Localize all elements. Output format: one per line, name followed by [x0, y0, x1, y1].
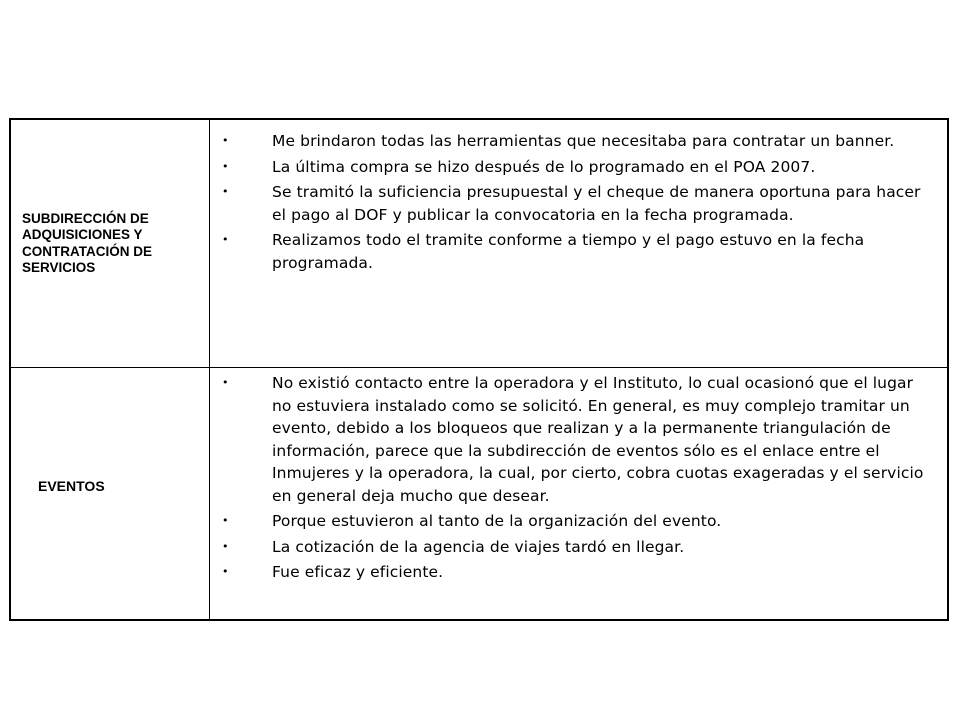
comment-item	[220, 372, 933, 507]
comments-cell	[210, 119, 949, 368]
bullet-icon: •	[222, 565, 229, 578]
comment-text: Porque estuvieron al tanto de la organización del evento.	[272, 512, 722, 530]
bullet-icon: •	[222, 185, 229, 198]
comment-text: No existió contacto entre la operadora y el Instituto, lo cual ocasionó que el lugar no estuviera instalado como se solicitó. En general, es muy complejo tramitar un evento, debido a los bloqueos que realizan y a la permanente triangulación de información, parece que la subdirección de eventos sólo es el enlace entre el Inmujeres y la operadora, la cual, por cierto, cobra cuotas exageradas y el servicio en general deja mucho que desear.	[272, 374, 924, 505]
bullet-icon: •	[222, 233, 229, 246]
comment-item	[220, 156, 933, 179]
comment-item	[220, 536, 933, 559]
area-cell	[10, 119, 210, 368]
comment-text: Me brindaron todas las herramientas que necesitaba para contratar un banner.	[272, 132, 895, 150]
area-label: SUBDIRECCIÓN DE ADQUISICIONES Y CONTRATACIÓN DE SERVICIOS	[22, 210, 152, 275]
feedback-table	[9, 118, 949, 621]
comment-item	[220, 181, 933, 226]
comment-item	[220, 510, 933, 533]
comments-cell	[210, 368, 949, 621]
comment-text: Fue eficaz y eficiente.	[272, 563, 444, 581]
bullet-icon: •	[222, 514, 229, 527]
area-cell	[10, 368, 210, 621]
comment-text: La última compra se hizo después de lo programado en el POA 2007.	[272, 157, 816, 176]
comments-list	[210, 372, 947, 584]
comment-item	[220, 229, 933, 274]
comment-item	[220, 130, 933, 153]
comment-text: Realizamos todo el tramite conforme a tiempo y el pago estuvo en la fecha programada.	[272, 231, 865, 272]
comment-item	[220, 561, 933, 584]
bullet-icon: •	[222, 134, 229, 147]
comment-text: La cotización de la agencia de viajes tardó en llegar.	[272, 537, 685, 556]
comment-text: Se tramitó la suficiencia presupuestal y el cheque de manera oportuna para hacer el pago al DOF y publicar la convocatoria en la fecha programada.	[272, 183, 921, 224]
bullet-icon: •	[222, 539, 229, 553]
area-label: EVENTOS	[38, 478, 105, 495]
table-row	[10, 119, 948, 368]
comments-list	[210, 130, 947, 274]
bullet-icon: •	[222, 159, 229, 173]
bullet-icon: •	[222, 376, 229, 389]
table-row	[10, 368, 948, 621]
